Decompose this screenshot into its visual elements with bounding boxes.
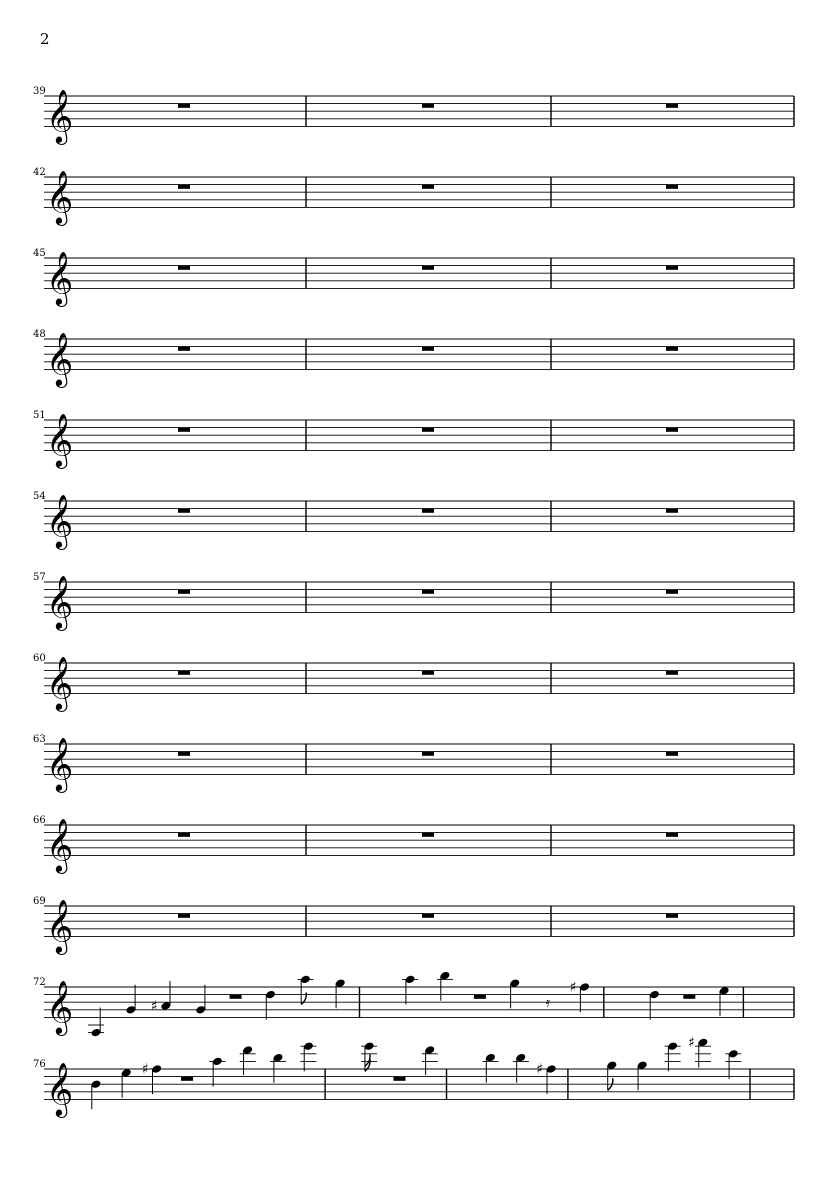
whole-rest [422, 347, 434, 351]
whole-rest [666, 914, 678, 918]
treble-clef-icon: 𝄞 [46, 250, 74, 305]
bar-number: 57 [33, 572, 46, 583]
whole-rest [178, 590, 190, 594]
whole-rest [666, 671, 678, 675]
whole-rest [178, 428, 190, 432]
whole-rest [666, 590, 678, 594]
treble-clef-icon: 𝄞 [46, 88, 74, 143]
bar-number: 39 [33, 86, 46, 97]
treble-clef-icon: 𝄞 [46, 331, 74, 386]
whole-rest [666, 428, 678, 432]
staff-system [33, 491, 794, 549]
treble-clef-icon: 𝄞 [46, 817, 74, 872]
page-number: 2 [40, 30, 50, 48]
whole-rest [422, 914, 434, 918]
whole-rest [666, 752, 678, 756]
bar-number: 42 [33, 167, 46, 178]
staff-system [33, 329, 794, 387]
staff-system [33, 248, 794, 306]
bar-number: 63 [33, 734, 46, 745]
treble-clef-icon: 𝄞 [46, 1061, 74, 1116]
staff-system [33, 896, 794, 954]
whole-rest [422, 266, 434, 270]
bar-number: 51 [33, 410, 46, 421]
staff-system [33, 167, 794, 225]
staff-system [33, 410, 794, 468]
treble-clef-icon: 𝄞 [46, 979, 74, 1034]
bar-number: 76 [33, 1059, 46, 1070]
whole-rest [178, 185, 190, 189]
sharp-icon: ♯ [687, 1034, 695, 1051]
whole-rest [178, 752, 190, 756]
whole-rest [422, 752, 434, 756]
whole-rest [422, 509, 434, 513]
whole-rest [422, 833, 434, 837]
whole-rest [474, 995, 486, 999]
treble-clef-icon: 𝄞 [46, 736, 74, 791]
whole-rest [666, 104, 678, 108]
sharp-icon: ♯ [536, 1061, 543, 1078]
sharp-icon: ♯ [569, 979, 577, 996]
whole-rest [393, 1077, 405, 1081]
bar-number: 72 [33, 977, 46, 988]
whole-rest [422, 671, 434, 675]
staff-system [33, 86, 794, 144]
treble-clef-icon: 𝄞 [46, 169, 74, 224]
whole-rest [422, 428, 434, 432]
sharp-icon: ♯ [141, 1061, 149, 1078]
whole-rest [422, 185, 434, 189]
whole-rest [666, 509, 678, 513]
whole-rest [178, 104, 190, 108]
treble-clef-icon: 𝄞 [46, 898, 74, 953]
bar-number: 66 [33, 815, 46, 826]
whole-rest [666, 347, 678, 351]
whole-rest [178, 671, 190, 675]
whole-rest [178, 347, 190, 351]
whole-rest [178, 833, 190, 837]
whole-rest [178, 914, 190, 918]
whole-rest [666, 833, 678, 837]
staff-system [33, 572, 794, 630]
whole-rest [178, 509, 190, 513]
whole-rest [230, 995, 242, 999]
bar-number: 45 [33, 248, 46, 259]
whole-rest [666, 185, 678, 189]
treble-clef-icon: 𝄞 [46, 412, 74, 467]
bar-number: 54 [33, 491, 46, 502]
whole-rest [181, 1077, 193, 1081]
sharp-icon: ♯ [150, 998, 158, 1015]
whole-rest [666, 266, 678, 270]
staff-system [33, 815, 794, 873]
treble-clef-icon: 𝄞 [46, 655, 74, 710]
bar-number: 60 [33, 653, 46, 664]
bar-number: 48 [33, 329, 46, 340]
sixteenth-rest: 𝄿 [545, 994, 550, 1011]
staff-system [33, 971, 794, 1038]
whole-rest [683, 995, 695, 999]
whole-rest [422, 104, 434, 108]
whole-rest [422, 590, 434, 594]
bar-number: 69 [33, 896, 46, 907]
treble-clef-icon: 𝄞 [46, 493, 74, 548]
treble-clef-icon: 𝄞 [46, 574, 74, 629]
whole-rest [178, 266, 190, 270]
staff-system [33, 653, 794, 711]
staff-system [33, 1035, 794, 1118]
staff-system [33, 734, 794, 792]
